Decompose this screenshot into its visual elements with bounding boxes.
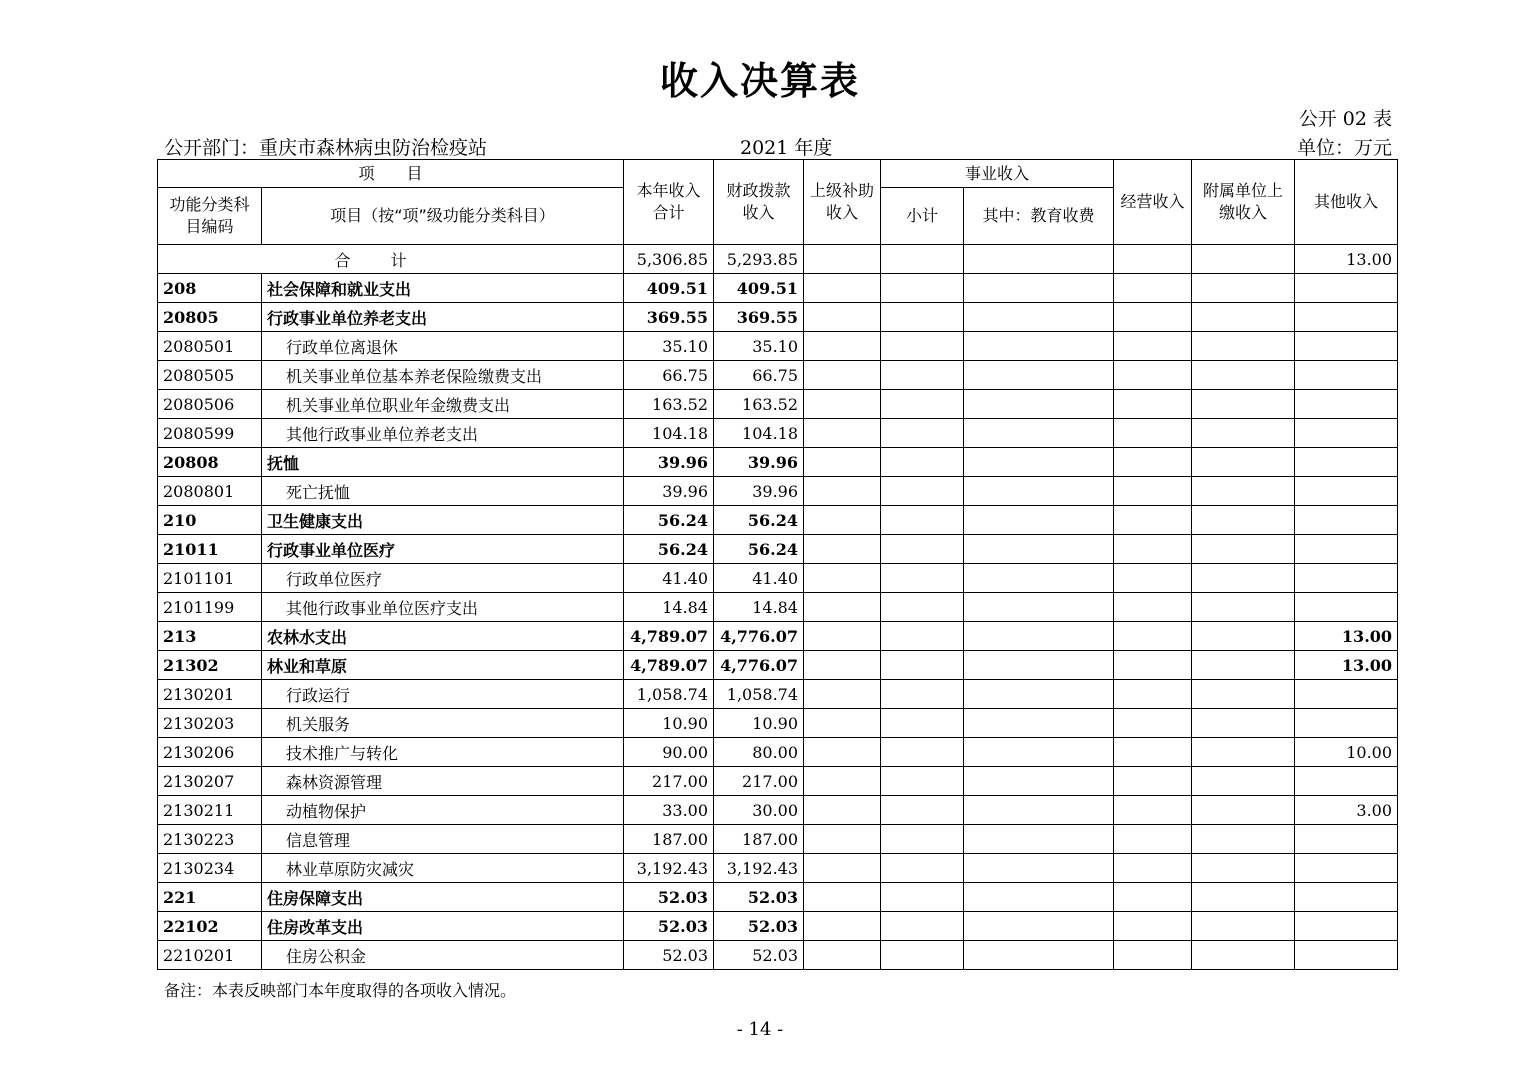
row-affiliated [1192, 448, 1295, 477]
row-total: 369.55 [624, 303, 714, 332]
row-name: 机关事业单位职业年金缴费支出 [262, 390, 624, 419]
row-operating [1114, 680, 1192, 709]
row-affiliated [1192, 361, 1295, 390]
table-row [158, 274, 1398, 303]
row-total: 14.84 [624, 593, 714, 622]
row-education [964, 303, 1114, 332]
row-affiliated [1192, 825, 1295, 854]
row-business-subtotal [881, 332, 964, 361]
row-superior [804, 332, 881, 361]
row-total: 217.00 [624, 767, 714, 796]
row-code: 2101101 [158, 564, 262, 593]
row-fiscal: 1,058.74 [714, 680, 804, 709]
row-fiscal: 3,192.43 [714, 854, 804, 883]
header-fiscal: 财政拨款收入 [714, 160, 804, 245]
row-education [964, 651, 1114, 680]
row-business-subtotal [881, 448, 964, 477]
row-name: 森林资源管理 [262, 767, 624, 796]
table-row [158, 564, 1398, 593]
row-other [1295, 477, 1398, 506]
table-row [158, 854, 1398, 883]
row-total: 35.10 [624, 332, 714, 361]
row-code: 2080505 [158, 361, 262, 390]
row-code: 210 [158, 506, 262, 535]
row-operating [1114, 390, 1192, 419]
table-row [158, 535, 1398, 564]
header-subtotal: 小计 [881, 188, 964, 245]
row-superior [804, 274, 881, 303]
row-other [1295, 390, 1398, 419]
total-row [158, 245, 1398, 274]
row-code: 2130223 [158, 825, 262, 854]
row-business-subtotal [881, 303, 964, 332]
table-row [158, 883, 1398, 912]
row-business-subtotal [881, 680, 964, 709]
total-fiscal: 5,293.85 [714, 245, 804, 274]
row-other [1295, 506, 1398, 535]
table-row [158, 941, 1398, 970]
row-code: 2210201 [158, 941, 262, 970]
row-business-subtotal [881, 564, 964, 593]
row-education [964, 419, 1114, 448]
row-name: 农林水支出 [262, 622, 624, 651]
row-name: 机关服务 [262, 709, 624, 738]
row-fiscal: 52.03 [714, 883, 804, 912]
row-business-subtotal [881, 622, 964, 651]
row-affiliated [1192, 535, 1295, 564]
row-superior [804, 564, 881, 593]
row-affiliated [1192, 506, 1295, 535]
row-business-subtotal [881, 390, 964, 419]
row-affiliated [1192, 883, 1295, 912]
table-row [158, 506, 1398, 535]
row-education [964, 564, 1114, 593]
row-total: 56.24 [624, 535, 714, 564]
row-code: 22102 [158, 912, 262, 941]
row-fiscal: 56.24 [714, 506, 804, 535]
table-row [158, 738, 1398, 767]
row-code: 2130207 [158, 767, 262, 796]
row-operating [1114, 796, 1192, 825]
row-business-subtotal [881, 825, 964, 854]
row-other [1295, 361, 1398, 390]
row-name: 机关事业单位基本养老保险缴费支出 [262, 361, 624, 390]
row-code: 2080501 [158, 332, 262, 361]
row-name: 住房保障支出 [262, 883, 624, 912]
row-code: 2080599 [158, 419, 262, 448]
table-row [158, 651, 1398, 680]
row-business-subtotal [881, 651, 964, 680]
row-education [964, 593, 1114, 622]
row-affiliated [1192, 912, 1295, 941]
department-label: 公开部门：重庆市森林病虫防治检疫站 [164, 137, 488, 159]
row-fiscal: 4,776.07 [714, 622, 804, 651]
row-other [1295, 593, 1398, 622]
row-superior [804, 593, 881, 622]
row-affiliated [1192, 680, 1295, 709]
row-superior [804, 361, 881, 390]
row-fiscal: 369.55 [714, 303, 804, 332]
row-operating [1114, 332, 1192, 361]
page-title: 收入决算表 [659, 59, 860, 103]
row-affiliated [1192, 419, 1295, 448]
row-education [964, 680, 1114, 709]
table-row [158, 796, 1398, 825]
row-business-subtotal [881, 506, 964, 535]
row-education [964, 767, 1114, 796]
row-name: 林业和草原 [262, 651, 624, 680]
row-education [964, 535, 1114, 564]
row-superior [804, 419, 881, 448]
row-operating [1114, 854, 1192, 883]
row-total: 39.96 [624, 448, 714, 477]
row-other: 13.00 [1295, 622, 1398, 651]
row-education [964, 361, 1114, 390]
row-other [1295, 854, 1398, 883]
row-name: 其他行政事业单位医疗支出 [262, 593, 624, 622]
table-row [158, 680, 1398, 709]
row-code: 208 [158, 274, 262, 303]
row-operating [1114, 303, 1192, 332]
footnote: 备注：本表反映部门本年度取得的各项收入情况。 [164, 981, 517, 1000]
row-fiscal: 409.51 [714, 274, 804, 303]
unit-label: 单位：万元 [1296, 137, 1392, 159]
row-education [964, 448, 1114, 477]
row-name: 行政运行 [262, 680, 624, 709]
row-superior [804, 448, 881, 477]
table-row [158, 593, 1398, 622]
row-total: 1,058.74 [624, 680, 714, 709]
row-business-subtotal [881, 883, 964, 912]
table-row [158, 419, 1398, 448]
page-number: - 14 - [736, 1019, 784, 1040]
total-label: 合计 [158, 245, 624, 274]
row-operating [1114, 738, 1192, 767]
row-other [1295, 883, 1398, 912]
row-business-subtotal [881, 419, 964, 448]
table-row [158, 709, 1398, 738]
row-affiliated [1192, 274, 1295, 303]
row-other [1295, 825, 1398, 854]
header-superior: 上级补助收入 [804, 160, 881, 245]
row-education [964, 332, 1114, 361]
row-affiliated [1192, 593, 1295, 622]
row-other [1295, 274, 1398, 303]
row-affiliated [1192, 303, 1295, 332]
row-fiscal: 39.96 [714, 477, 804, 506]
header-project: 项 目 [158, 160, 624, 188]
row-other [1295, 448, 1398, 477]
row-fiscal: 163.52 [714, 390, 804, 419]
row-education [964, 796, 1114, 825]
row-superior [804, 941, 881, 970]
row-business-subtotal [881, 361, 964, 390]
row-total: 41.40 [624, 564, 714, 593]
row-total: 104.18 [624, 419, 714, 448]
row-affiliated [1192, 709, 1295, 738]
row-other: 13.00 [1295, 651, 1398, 680]
row-code: 21011 [158, 535, 262, 564]
row-superior [804, 506, 881, 535]
row-operating [1114, 767, 1192, 796]
row-superior [804, 854, 881, 883]
row-business-subtotal [881, 767, 964, 796]
row-total: 39.96 [624, 477, 714, 506]
row-code: 21302 [158, 651, 262, 680]
row-affiliated [1192, 738, 1295, 767]
row-name: 技术推广与转化 [262, 738, 624, 767]
row-fiscal: 10.90 [714, 709, 804, 738]
row-fiscal: 39.96 [714, 448, 804, 477]
row-superior [804, 738, 881, 767]
row-code: 2130203 [158, 709, 262, 738]
row-operating [1114, 651, 1192, 680]
table-row [158, 390, 1398, 419]
row-code: 20805 [158, 303, 262, 332]
header-operating: 经营收入 [1114, 160, 1192, 245]
header-name: 项目（按“项”级功能分类科目） [262, 188, 624, 245]
row-superior [804, 767, 881, 796]
row-name: 住房改革支出 [262, 912, 624, 941]
row-code: 2080801 [158, 477, 262, 506]
row-operating [1114, 419, 1192, 448]
header-affiliated: 附属单位上缴收入 [1192, 160, 1295, 245]
row-name: 住房公积金 [262, 941, 624, 970]
row-business-subtotal [881, 854, 964, 883]
row-affiliated [1192, 767, 1295, 796]
row-total: 10.90 [624, 709, 714, 738]
row-other: 3.00 [1295, 796, 1398, 825]
row-superior [804, 709, 881, 738]
row-operating [1114, 361, 1192, 390]
table-row [158, 477, 1398, 506]
row-name: 行政事业单位养老支出 [262, 303, 624, 332]
row-total: 3,192.43 [624, 854, 714, 883]
row-operating [1114, 506, 1192, 535]
row-fiscal: 41.40 [714, 564, 804, 593]
row-name: 抚恤 [262, 448, 624, 477]
row-name: 行政单位医疗 [262, 564, 624, 593]
row-superior [804, 651, 881, 680]
row-code: 213 [158, 622, 262, 651]
row-business-subtotal [881, 738, 964, 767]
table-row [158, 622, 1398, 651]
row-code: 2130206 [158, 738, 262, 767]
year-label: 2021 年度 [740, 137, 833, 159]
row-superior [804, 303, 881, 332]
row-education [964, 883, 1114, 912]
row-code: 2101199 [158, 593, 262, 622]
row-other [1295, 941, 1398, 970]
table-row [158, 767, 1398, 796]
row-other [1295, 303, 1398, 332]
row-name: 行政事业单位医疗 [262, 535, 624, 564]
table-row [158, 825, 1398, 854]
row-name: 动植物保护 [262, 796, 624, 825]
total-other: 13.00 [1295, 245, 1398, 274]
income-table [157, 159, 1398, 970]
row-business-subtotal [881, 274, 964, 303]
row-superior [804, 622, 881, 651]
row-fiscal: 14.84 [714, 593, 804, 622]
row-total: 4,789.07 [624, 622, 714, 651]
header-business: 事业收入 [881, 160, 1114, 188]
row-education [964, 854, 1114, 883]
header-education: 其中：教育收费 [964, 188, 1114, 245]
row-education [964, 912, 1114, 941]
table-row [158, 912, 1398, 941]
row-affiliated [1192, 564, 1295, 593]
row-operating [1114, 941, 1192, 970]
row-operating [1114, 622, 1192, 651]
row-fiscal: 30.00 [714, 796, 804, 825]
row-other [1295, 332, 1398, 361]
row-fiscal: 52.03 [714, 912, 804, 941]
row-fiscal: 80.00 [714, 738, 804, 767]
row-code: 2130201 [158, 680, 262, 709]
row-total: 4,789.07 [624, 651, 714, 680]
row-other [1295, 912, 1398, 941]
row-fiscal: 56.24 [714, 535, 804, 564]
row-business-subtotal [881, 535, 964, 564]
row-other: 10.00 [1295, 738, 1398, 767]
row-total: 52.03 [624, 941, 714, 970]
row-total: 409.51 [624, 274, 714, 303]
row-operating [1114, 535, 1192, 564]
row-operating [1114, 593, 1192, 622]
row-superior [804, 680, 881, 709]
row-business-subtotal [881, 912, 964, 941]
row-total: 66.75 [624, 361, 714, 390]
row-education [964, 825, 1114, 854]
row-name: 林业草原防灾减灾 [262, 854, 624, 883]
row-other [1295, 709, 1398, 738]
total-amount: 5,306.85 [624, 245, 714, 274]
row-superior [804, 912, 881, 941]
row-code: 2130211 [158, 796, 262, 825]
row-total: 187.00 [624, 825, 714, 854]
row-fiscal: 52.03 [714, 941, 804, 970]
row-superior [804, 477, 881, 506]
row-superior [804, 883, 881, 912]
row-operating [1114, 825, 1192, 854]
row-operating [1114, 709, 1192, 738]
row-name: 其他行政事业单位养老支出 [262, 419, 624, 448]
table-row [158, 332, 1398, 361]
row-business-subtotal [881, 593, 964, 622]
form-number: 公开 02 表 [1298, 108, 1392, 130]
row-operating [1114, 912, 1192, 941]
row-education [964, 274, 1114, 303]
row-business-subtotal [881, 477, 964, 506]
row-name: 死亡抚恤 [262, 477, 624, 506]
row-operating [1114, 883, 1192, 912]
table-row [158, 448, 1398, 477]
row-fiscal: 35.10 [714, 332, 804, 361]
row-name: 社会保障和就业支出 [262, 274, 624, 303]
row-education [964, 506, 1114, 535]
row-affiliated [1192, 854, 1295, 883]
table-row [158, 361, 1398, 390]
table-row [158, 303, 1398, 332]
row-name: 行政单位离退休 [262, 332, 624, 361]
row-total: 90.00 [624, 738, 714, 767]
row-code: 2080506 [158, 390, 262, 419]
row-education [964, 941, 1114, 970]
row-affiliated [1192, 390, 1295, 419]
row-total: 163.52 [624, 390, 714, 419]
row-business-subtotal [881, 796, 964, 825]
row-superior [804, 825, 881, 854]
row-superior [804, 796, 881, 825]
row-affiliated [1192, 796, 1295, 825]
row-operating [1114, 477, 1192, 506]
row-code: 2130234 [158, 854, 262, 883]
row-affiliated [1192, 477, 1295, 506]
row-total: 56.24 [624, 506, 714, 535]
row-other [1295, 535, 1398, 564]
row-fiscal: 66.75 [714, 361, 804, 390]
row-affiliated [1192, 941, 1295, 970]
row-operating [1114, 274, 1192, 303]
row-name: 信息管理 [262, 825, 624, 854]
row-affiliated [1192, 332, 1295, 361]
row-operating [1114, 564, 1192, 593]
row-superior [804, 390, 881, 419]
row-total: 33.00 [624, 796, 714, 825]
row-education [964, 709, 1114, 738]
row-total: 52.03 [624, 912, 714, 941]
row-superior [804, 535, 881, 564]
header-code: 功能分类科目编码 [158, 188, 262, 245]
row-affiliated [1192, 622, 1295, 651]
row-other [1295, 419, 1398, 448]
row-education [964, 390, 1114, 419]
row-business-subtotal [881, 941, 964, 970]
row-total: 52.03 [624, 883, 714, 912]
row-fiscal: 187.00 [714, 825, 804, 854]
row-education [964, 622, 1114, 651]
row-affiliated [1192, 651, 1295, 680]
row-other [1295, 767, 1398, 796]
row-fiscal: 104.18 [714, 419, 804, 448]
row-fiscal: 217.00 [714, 767, 804, 796]
row-other [1295, 680, 1398, 709]
header-total: 本年收入合计 [624, 160, 714, 245]
header-other: 其他收入 [1295, 160, 1398, 245]
row-business-subtotal [881, 709, 964, 738]
row-education [964, 477, 1114, 506]
row-other [1295, 564, 1398, 593]
row-code: 20808 [158, 448, 262, 477]
row-operating [1114, 448, 1192, 477]
row-code: 221 [158, 883, 262, 912]
row-name: 卫生健康支出 [262, 506, 624, 535]
row-fiscal: 4,776.07 [714, 651, 804, 680]
row-education [964, 738, 1114, 767]
